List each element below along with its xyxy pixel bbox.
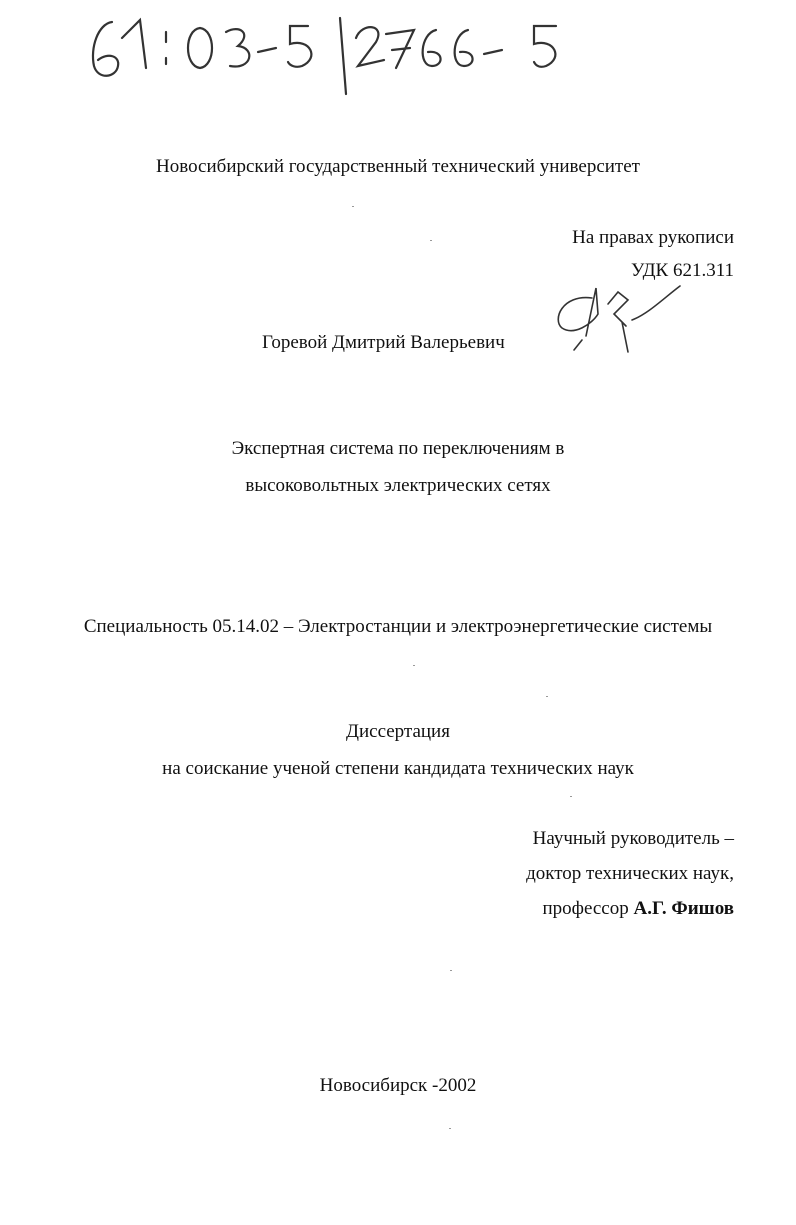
supervisor-name: А.Г. Фишов [633,898,734,919]
scan-speck [570,796,572,797]
scan-speck [413,665,415,666]
dissertation-title-line-1: Экспертная система по переключениям в [231,438,565,459]
scan-speck [449,1128,451,1129]
rights-notice: На правах рукописи [572,227,734,248]
supervisor-line-1: Научный руководитель – [532,828,734,849]
udk-code: УДК 621.311 [631,260,734,281]
supervisor-title: профессор [542,898,634,919]
degree-statement: на соискание ученой степени кандидата технических наук [162,758,634,779]
work-type: Диссертация [346,721,450,742]
scan-speck [352,206,354,207]
university-name: Новосибирский государственный технический университет [156,156,640,177]
author-name: Горевой Дмитрий Валерьевич [262,332,505,353]
supervisor-line-2: доктор технических наук, [526,863,734,884]
scan-speck [450,970,452,971]
dissertation-title-line-2: высоковольтных электрических сетях [245,475,551,496]
supervisor-line-3 [542,899,734,918]
city-year: Новосибирск -2002 [319,1075,477,1096]
scan-speck [430,240,432,241]
scan-speck [546,696,548,697]
signature [552,284,692,364]
specialty: Специальность 05.14.02 – Электростанции и электроэнергетические системы [83,616,713,637]
handwritten-archive-code [80,8,640,98]
